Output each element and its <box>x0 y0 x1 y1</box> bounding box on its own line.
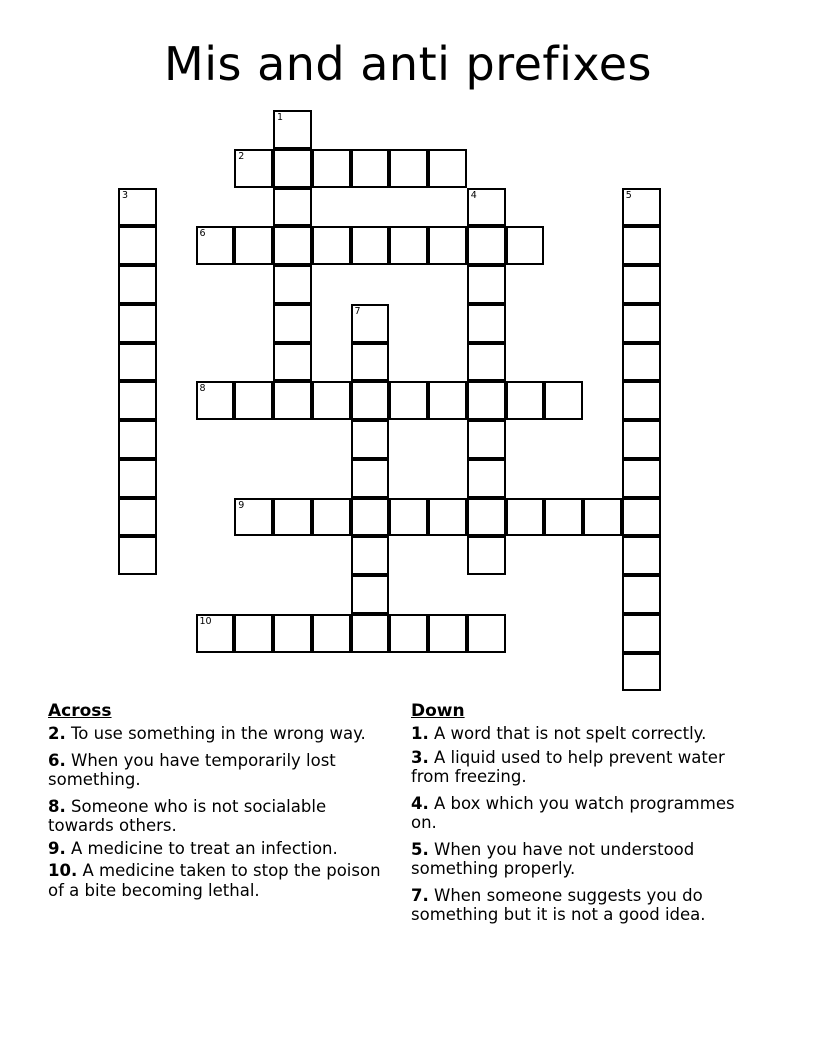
across-clue <box>48 797 388 836</box>
grid-cell[interactable] <box>234 226 273 265</box>
grid-cell[interactable] <box>351 420 390 459</box>
clue-number: 10. <box>48 861 78 880</box>
grid-cell[interactable] <box>622 536 661 575</box>
grid-cell[interactable] <box>118 226 157 265</box>
down-clue <box>411 886 751 925</box>
down-clue <box>411 748 751 787</box>
clue-text: Someone who is not socialable towards others. <box>48 796 327 835</box>
grid-cell[interactable] <box>312 226 351 265</box>
grid-cell[interactable] <box>234 381 273 420</box>
grid-cell[interactable] <box>312 149 351 188</box>
cell-number: 8 <box>199 383 206 395</box>
grid-cell[interactable] <box>234 614 273 653</box>
grid-cell[interactable] <box>273 188 312 227</box>
clue-number: 6. <box>48 750 66 770</box>
across-heading: Across <box>48 701 112 721</box>
across-clue <box>48 861 388 900</box>
grid-cell[interactable] <box>273 149 312 188</box>
clue-number: 4. <box>411 793 429 813</box>
cell-number: 9 <box>238 499 245 511</box>
clue-text: A word that is not spelt correctly. <box>434 724 707 743</box>
grid-cell[interactable] <box>622 498 661 537</box>
grid-cell[interactable] <box>544 498 583 537</box>
grid-cell[interactable] <box>118 381 157 420</box>
grid-cell[interactable] <box>273 343 312 382</box>
grid-cell[interactable] <box>389 498 428 537</box>
cell-number: 5 <box>625 189 632 201</box>
grid-cell[interactable] <box>583 498 622 537</box>
grid-cell[interactable] <box>622 459 661 498</box>
grid-cell[interactable] <box>467 265 506 304</box>
across-clue <box>48 751 388 790</box>
grid-cell[interactable] <box>428 226 467 265</box>
grid-cell[interactable] <box>428 381 467 420</box>
grid-cell[interactable] <box>428 614 467 653</box>
clue-number: 2. <box>48 724 66 743</box>
grid-cell[interactable] <box>622 343 661 382</box>
grid-cell[interactable] <box>196 381 235 420</box>
grid-cell[interactable] <box>622 304 661 343</box>
clue-text: A medicine to treat an infection. <box>71 838 338 858</box>
grid-cell[interactable] <box>428 498 467 537</box>
cell-number: 4 <box>470 189 477 201</box>
grid-cell[interactable] <box>351 381 390 420</box>
grid-cell[interactable] <box>234 498 273 537</box>
grid-cell[interactable] <box>389 614 428 653</box>
grid-cell[interactable] <box>118 498 157 537</box>
grid-cell[interactable] <box>273 614 312 653</box>
grid-cell[interactable] <box>506 381 545 420</box>
down-clue <box>411 794 751 833</box>
cell-number: 6 <box>199 228 206 240</box>
grid-cell[interactable] <box>467 614 506 653</box>
grid-cell[interactable] <box>467 459 506 498</box>
grid-cell[interactable] <box>506 226 545 265</box>
grid-cell[interactable] <box>428 149 467 188</box>
grid-cell[interactable] <box>389 226 428 265</box>
grid-cell[interactable] <box>118 459 157 498</box>
grid-cell[interactable] <box>351 498 390 537</box>
grid-cell[interactable] <box>312 614 351 653</box>
grid-cell[interactable] <box>351 536 390 575</box>
grid-cell[interactable] <box>467 188 506 227</box>
clue-number: 1. <box>411 724 429 743</box>
grid-cell[interactable] <box>351 575 390 614</box>
cell-number: 2 <box>238 150 245 162</box>
grid-cell[interactable] <box>273 226 312 265</box>
grid-cell[interactable] <box>118 188 157 227</box>
grid-cell[interactable] <box>622 265 661 304</box>
down-clues <box>411 700 751 932</box>
grid-cell[interactable] <box>351 304 390 343</box>
across-clues <box>48 700 388 907</box>
clue-number: 8. <box>48 796 66 816</box>
grid-cell[interactable] <box>622 226 661 265</box>
clue-number: 9. <box>48 838 66 858</box>
cell-number: 10 <box>199 615 212 627</box>
clue-number: 7. <box>411 885 429 905</box>
grid-cell[interactable] <box>467 420 506 459</box>
grid-cell[interactable] <box>389 149 428 188</box>
cell-number: 1 <box>277 112 284 123</box>
grid-cell[interactable] <box>118 304 157 343</box>
grid-cell[interactable] <box>622 381 661 420</box>
grid-cell[interactable] <box>467 226 506 265</box>
grid-cell[interactable] <box>506 498 545 537</box>
grid-cell[interactable] <box>622 614 661 653</box>
grid-cell[interactable] <box>351 343 390 382</box>
puzzle-title: Mis and anti prefixes <box>164 37 652 91</box>
grid-cell[interactable] <box>118 343 157 382</box>
grid-cell[interactable] <box>351 614 390 653</box>
down-heading: Down <box>411 701 465 721</box>
grid-cell[interactable] <box>312 381 351 420</box>
grid-cell[interactable] <box>312 498 351 537</box>
clue-text: When you have temporarily lost something. <box>48 750 336 789</box>
grid-cell[interactable] <box>118 420 157 459</box>
grid-cell[interactable] <box>467 304 506 343</box>
grid-cell[interactable] <box>273 265 312 304</box>
grid-cell[interactable] <box>467 498 506 537</box>
cell-number: 7 <box>354 305 361 317</box>
across-clue <box>48 724 388 744</box>
grid-cell[interactable] <box>273 304 312 343</box>
grid-cell[interactable] <box>118 265 157 304</box>
grid-cell[interactable] <box>544 381 583 420</box>
grid-cell[interactable] <box>467 343 506 382</box>
grid-cell[interactable] <box>351 149 390 188</box>
clue-text: A liquid used to help prevent water from freezing. <box>411 747 725 786</box>
down-clue <box>411 724 751 744</box>
grid-cell[interactable] <box>196 226 235 265</box>
grid-cell[interactable] <box>622 420 661 459</box>
grid-cell[interactable] <box>467 381 506 420</box>
cell-number: 3 <box>122 189 129 201</box>
clue-text: When someone suggests you do something but it is not a good idea. <box>411 885 706 924</box>
grid-cell[interactable] <box>273 110 312 149</box>
grid-cell[interactable] <box>622 575 661 614</box>
clue-text: To use something in the wrong way. <box>71 724 366 743</box>
across-clue <box>48 839 388 859</box>
grid-cell[interactable] <box>351 459 390 498</box>
grid-cell[interactable] <box>234 149 273 188</box>
grid-cell[interactable] <box>273 498 312 537</box>
grid-cell[interactable] <box>622 653 661 692</box>
clue-number: 5. <box>411 839 429 859</box>
clue-text: A box which you watch programmes on. <box>411 793 735 832</box>
clue-text: When you have not understood something properly. <box>411 839 695 878</box>
grid-cell[interactable] <box>273 381 312 420</box>
grid-cell[interactable] <box>389 381 428 420</box>
grid-cell[interactable] <box>622 188 661 227</box>
down-clue <box>411 840 751 879</box>
grid-cell[interactable] <box>196 614 235 653</box>
clue-number: 3. <box>411 747 429 767</box>
grid-cell[interactable] <box>467 536 506 575</box>
clue-text: A medicine taken to stop the poison of a bite becoming lethal. <box>48 861 381 900</box>
grid-cell[interactable] <box>118 536 157 575</box>
grid-cell[interactable] <box>351 226 390 265</box>
